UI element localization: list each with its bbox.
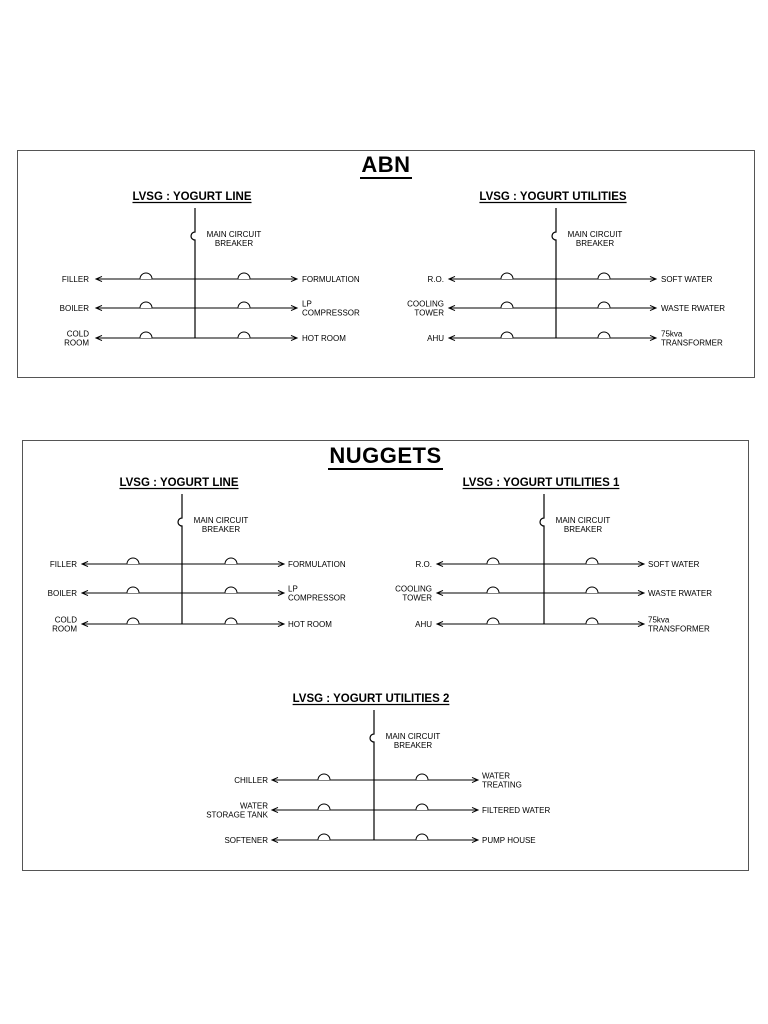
load-label-left: COLD <box>54 615 77 625</box>
load-label-right: FORMULATION <box>288 560 346 569</box>
load-label-right: WATER <box>482 771 510 781</box>
load-label-left: SOFTENER <box>224 836 268 845</box>
load-label-right: HOT ROOM <box>288 620 332 629</box>
load-label-right: SOFT WATER <box>661 275 713 284</box>
load-label-left: CHILLER <box>234 776 268 785</box>
load-label-left: AHU <box>427 334 444 343</box>
load-label-left: R.O. <box>415 560 432 569</box>
load-label-right: TRANSFORMER <box>648 624 710 634</box>
load-label-right: 75kva <box>661 329 683 339</box>
load-label-left: AHU <box>415 620 432 629</box>
load-label-right: FILTERED WATER <box>482 806 551 815</box>
load-label-right: HOT ROOM <box>302 334 346 343</box>
load-label-right: TREATING <box>482 780 522 790</box>
main-breaker-label: MAIN CIRCUIT <box>206 230 262 239</box>
panel-title: LVSG : YOGURT UTILITIES 2 <box>292 693 450 705</box>
main-breaker-label: BREAKER <box>563 525 603 534</box>
nuggets-title: NUGGETS <box>329 443 442 468</box>
load-label-right: WASTE RWATER <box>648 589 712 598</box>
abn-section <box>17 150 755 378</box>
main-breaker-label: BREAKER <box>201 525 241 534</box>
load-label-left: COOLING <box>395 584 432 594</box>
main-breaker-label: BREAKER <box>393 741 433 750</box>
panel-title: LVSG : YOGURT LINE <box>119 477 239 489</box>
panel-title: LVSG : YOGURT UTILITIES 1 <box>462 477 620 489</box>
load-label-left: TOWER <box>414 308 444 318</box>
main-breaker-label: MAIN CIRCUIT <box>555 516 611 525</box>
main-breaker-label: MAIN CIRCUIT <box>567 230 623 239</box>
panel-title: LVSG : YOGURT UTILITIES <box>479 191 627 203</box>
load-label-right: LP <box>302 299 312 309</box>
load-label-left: R.O. <box>427 275 444 284</box>
load-label-left: FILLER <box>61 275 89 284</box>
main-breaker-label: MAIN CIRCUIT <box>385 732 441 741</box>
load-label-left: COLD <box>66 329 89 339</box>
load-label-right: SOFT WATER <box>648 560 700 569</box>
load-label-right: TRANSFORMER <box>661 338 723 348</box>
load-label-left: ROOM <box>52 624 77 634</box>
load-label-right: COMPRESSOR <box>302 308 360 318</box>
load-label-left: ROOM <box>64 338 89 348</box>
load-label-left: TOWER <box>402 593 432 603</box>
load-label-left: STORAGE TANK <box>206 810 268 820</box>
load-label-right: FORMULATION <box>302 275 360 284</box>
main-breaker-label: BREAKER <box>575 239 615 248</box>
load-label-left: BOILER <box>59 304 89 313</box>
load-label-right: COMPRESSOR <box>288 593 346 603</box>
abn-title: ABN <box>361 152 411 177</box>
load-label-left: WATER <box>240 801 268 811</box>
load-label-right: PUMP HOUSE <box>482 836 536 845</box>
panel-title: LVSG : YOGURT LINE <box>132 191 252 203</box>
load-label-left: FILLER <box>49 560 77 569</box>
load-label-right: 75kva <box>648 615 670 625</box>
load-label-right: WASTE RWATER <box>661 304 725 313</box>
load-label-left: BOILER <box>47 589 77 598</box>
load-label-right: LP <box>288 584 298 594</box>
nuggets-section <box>22 440 749 871</box>
main-breaker-label: MAIN CIRCUIT <box>193 516 249 525</box>
main-breaker-label: BREAKER <box>214 239 254 248</box>
load-label-left: COOLING <box>407 299 444 309</box>
